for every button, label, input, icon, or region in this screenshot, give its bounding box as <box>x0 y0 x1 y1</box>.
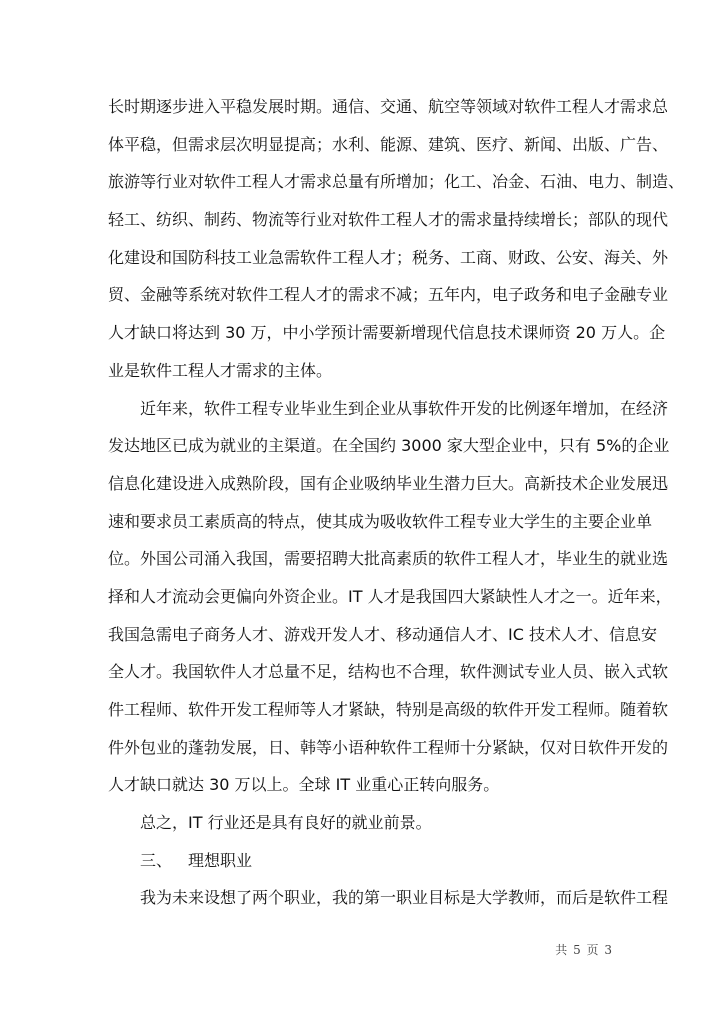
paragraph-line: 贸、金融等系统对软件工程人才的需求不减；五年内，电子政务和电子金融专业 <box>108 285 669 305</box>
section-title: 理想职业 <box>188 850 253 870</box>
paragraph-line: 人才缺口将达到 30 万，中小学预计需要新增现代信息技术课师资 20 万人。企 <box>108 323 666 343</box>
paragraph-line: 人才缺口就达 30 万以上。全球 IT 业重心正转向服务。 <box>108 775 500 795</box>
paragraph-line: 化建设和国防科技工业急需软件工程人才；税务、工商、财政、公安、海关、外 <box>108 247 669 267</box>
paragraph-line: 信息化建设进入成熟阶段，国有企业吸纳毕业生潜力巨大。高新技术企业发展迅 <box>108 473 669 493</box>
document-body <box>108 94 685 923</box>
paragraph-line: 件外包业的蓬勃发展，日、韩等小语种软件工程师十分紧缺，仅对日软件开发的 <box>108 737 669 757</box>
page-footer: 共 5 页 3 <box>555 943 612 957</box>
paragraph <box>108 810 612 848</box>
paragraphs <box>108 94 685 848</box>
paragraph-line: 发达地区已成为就业的主渠道。在全国约 3000 家大型企业中，只有 5%的企业 <box>108 436 670 456</box>
paragraph-line: 我国急需电子商务人才、游戏开发人才、移动通信人才、IC 技术人才、信息安 <box>108 624 657 644</box>
paragraph <box>108 396 672 811</box>
paragraph-line: 速和要求员工素质高的特点，使其成为吸收软件工程专业大学生的主要企业单 <box>108 511 653 531</box>
paragraph-line: 总之，IT 行业还是具有良好的就业前景。 <box>140 813 432 833</box>
section-number: 三、 <box>140 850 173 870</box>
paragraph <box>108 94 685 396</box>
paragraph-line: 体平稳，但需求层次明显提高；水利、能源、建筑、医疗、新闻、出版、广告、 <box>108 134 669 154</box>
paragraph-line: 业是软件工程人才需求的主体。 <box>108 360 333 380</box>
paragraph-line: 我为未来设想了两个职业，我的第一职业目标是大学教师，而后是软件工程 <box>140 888 669 908</box>
paragraph-line: 位。外国公司涌入我国，需要招聘大批高素质的软件工程人才，毕业生的就业选 <box>108 549 669 569</box>
paragraph-line: 全人才。我国软件人才总量不足，结构也不合理，软件测试专业人员、嵌入式软 <box>108 662 669 682</box>
paragraph-line: 近年来，软件工程专业毕业生到企业从事软件开发的比例逐年增加，在经济 <box>140 398 669 418</box>
paragraph-line: 长时期逐步进入平稳发展时期。通信、交通、航空等领域对软件工程人才需求总 <box>108 97 669 116</box>
paragraph-line: 件工程师、软件开发工程师等人才紧缺，特别是高级的软件开发工程师。随着软 <box>108 700 669 719</box>
paragraph-line: 轻工、纺织、制药、物流等行业对软件工程人才的需求量持续增长；部队的现代 <box>108 210 669 230</box>
paragraph-line: 旅游等行业对软件工程人才需求总量有所增加；化工、冶金、石油、电力、制造、 <box>108 172 685 192</box>
section-heading <box>108 848 612 886</box>
paragraph-line: 择和人才流动会更偏向外资企业。IT 人才是我国四大紧缺性人才之一。近年来， <box>108 586 672 606</box>
